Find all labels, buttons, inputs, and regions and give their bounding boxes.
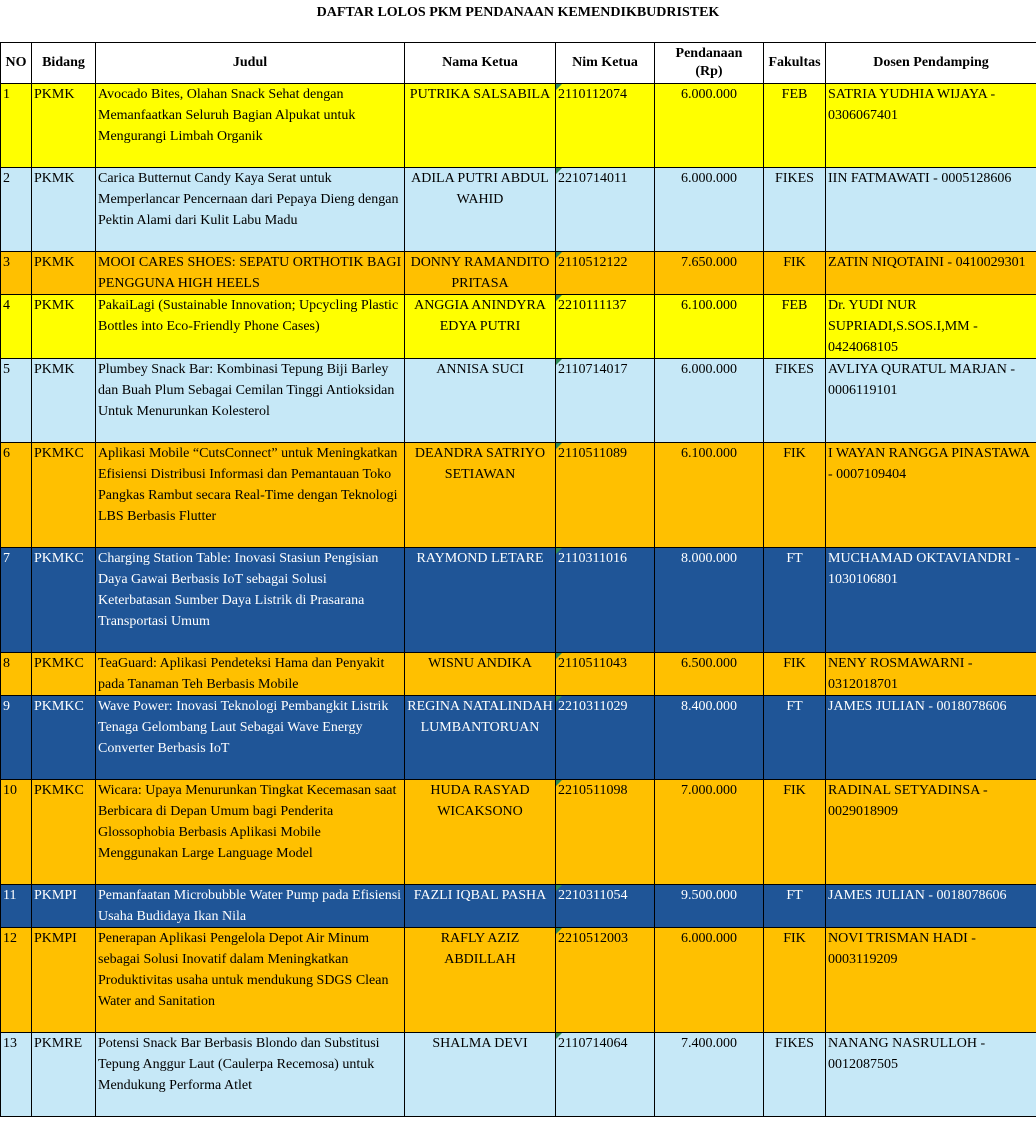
cell-pendanaan: 6.500.000 [655,653,764,696]
table-row [1,928,1036,1033]
header-nama-ketua: Nama Ketua [405,43,556,84]
cell-pendanaan: 8.400.000 [655,696,764,780]
cell-nim-ketua: 2110311016 [556,548,655,653]
table-row [1,885,1036,928]
cell-dosen-pendamping: JAMES JULIAN - 0018078606 [826,885,1036,928]
cell-bidang: PKMKC [32,653,96,696]
cell-bidang: PKMRE [32,1033,96,1117]
cell-dosen-pendamping: MUCHAMAD OKTAVIANDRI - 1030106801 [826,548,1036,653]
pkm-table [0,42,1036,1117]
cell-dosen-pendamping: NOVI TRISMAN HADI - 0003119209 [826,928,1036,1033]
cell-judul: Avocado Bites, Olahan Snack Sehat dengan Memanfaatkan Seluruh Bagian Alpukat untuk Mengurangi Limbah Organik [96,84,405,168]
header-pendanaan-line1: Pendanaan [675,46,743,61]
cell-judul: Aplikasi Mobile “CutsConnect” untuk Meningkatkan Efisiensi Distribusi Informasi dan Pemantauan Toko Pangkas Rambut secara Real-Time dengan Teknologi LBS Berbasis Flutter [96,443,405,548]
cell-dosen-pendamping: SATRIA YUDHIA WIJAYA - 0306067401 [826,84,1036,168]
cell-bidang: PKMK [32,295,96,359]
cell-no: 8 [1,653,32,696]
cell-fakultas: FT [764,548,826,653]
cell-fakultas: FIK [764,443,826,548]
cell-fakultas: FIK [764,252,826,295]
cell-fakultas: FEB [764,295,826,359]
cell-nim-ketua: 2210714011 [556,168,655,252]
cell-fakultas: FIK [764,928,826,1033]
cell-nim-ketua: 2110714064 [556,1033,655,1117]
cell-no: 7 [1,548,32,653]
cell-pendanaan: 7.400.000 [655,1033,764,1117]
cell-nama-ketua: PUTRIKA SALSABILA [405,84,556,168]
cell-bidang: PKMPI [32,885,96,928]
cell-nim-ketua: 2110112074 [556,84,655,168]
table-row [1,168,1036,252]
cell-nama-ketua: RAYMOND LETARE [405,548,556,653]
cell-dosen-pendamping: IIN FATMAWATI - 0005128606 [826,168,1036,252]
cell-no: 4 [1,295,32,359]
cell-fakultas: FEB [764,84,826,168]
cell-fakultas: FIK [764,653,826,696]
cell-judul: MOOI CARES SHOES: SEPATU ORTHOTIK BAGI PENGGUNA HIGH HEELS [96,252,405,295]
table-row [1,359,1036,443]
cell-bidang: PKMK [32,168,96,252]
cell-no: 2 [1,168,32,252]
cell-nama-ketua: WISNU ANDIKA [405,653,556,696]
cell-no: 9 [1,696,32,780]
cell-nim-ketua: 2210511098 [556,780,655,885]
cell-nama-ketua: RAFLY AZIZ ABDILLAH [405,928,556,1033]
cell-fakultas: FIKES [764,168,826,252]
cell-nim-ketua: 2210311054 [556,885,655,928]
header-fakultas: Fakultas [764,43,826,84]
cell-judul: Carica Butternut Candy Kaya Serat untuk Memperlancar Pencernaan dari Pepaya Dieng dengan Pektin Alami dari Kulit Labu Madu [96,168,405,252]
cell-bidang: PKMK [32,359,96,443]
cell-pendanaan: 6.100.000 [655,295,764,359]
cell-nama-ketua: REGINA NATALINDAH LUMBANTORUAN [405,696,556,780]
cell-nim-ketua: 2210311029 [556,696,655,780]
cell-bidang: PKMK [32,84,96,168]
cell-nama-ketua: FAZLI IQBAL PASHA [405,885,556,928]
cell-nama-ketua: ADILA PUTRI ABDUL WAHID [405,168,556,252]
table-row [1,696,1036,780]
cell-nim-ketua: 2210512003 [556,928,655,1033]
cell-fakultas: FIKES [764,1033,826,1117]
table-row [1,780,1036,885]
cell-judul: Pemanfaatan Microbubble Water Pump pada Efisiensi Usaha Budidaya Ikan Nila [96,885,405,928]
cell-nama-ketua: DONNY RAMANDITO PRITASA [405,252,556,295]
cell-nama-ketua: DEANDRA SATRIYO SETIAWAN [405,443,556,548]
cell-nim-ketua: 2110511089 [556,443,655,548]
table-row [1,1033,1036,1117]
cell-judul: TeaGuard: Aplikasi Pendeteksi Hama dan Penyakit pada Tanaman Teh Berbasis Mobile [96,653,405,696]
cell-pendanaan: 9.500.000 [655,885,764,928]
header-no: NO [1,43,32,84]
cell-nim-ketua: 2110512122 [556,252,655,295]
cell-bidang: PKMKC [32,696,96,780]
cell-dosen-pendamping: NANANG NASRULLOH - 0012087505 [826,1033,1036,1117]
header-row [1,43,1036,84]
table-row [1,548,1036,653]
cell-pendanaan: 8.000.000 [655,548,764,653]
cell-no: 3 [1,252,32,295]
header-dosen-pendamping: Dosen Pendamping [826,43,1036,84]
cell-bidang: PKMKC [32,780,96,885]
cell-judul: Penerapan Aplikasi Pengelola Depot Air Minum sebagai Solusi Inovatif dalam Meningkatkan Produktivitas usaha untuk mendukung SDGS Clean Water and Sanitation [96,928,405,1033]
cell-nama-ketua: SHALMA DEVI [405,1033,556,1117]
cell-no: 13 [1,1033,32,1117]
cell-bidang: PKMKC [32,548,96,653]
cell-no: 11 [1,885,32,928]
cell-fakultas: FT [764,696,826,780]
cell-nim-ketua: 2110714017 [556,359,655,443]
header-bidang: Bidang [32,43,96,84]
cell-pendanaan: 6.000.000 [655,359,764,443]
cell-no: 1 [1,84,32,168]
header-judul: Judul [96,43,405,84]
cell-nim-ketua: 2210111137 [556,295,655,359]
cell-nim-ketua: 2110511043 [556,653,655,696]
cell-fakultas: FIK [764,780,826,885]
cell-pendanaan: 6.100.000 [655,443,764,548]
page-title: DAFTAR LOLOS PKM PENDANAAN KEMENDIKBUDRISTEK [316,5,720,20]
cell-dosen-pendamping: Dr. YUDI NUR SUPRIADI,S.SOS.I,MM - 0424068105 [826,295,1036,359]
cell-fakultas: FT [764,885,826,928]
cell-nama-ketua: ANGGIA ANINDYRA EDYA PUTRI [405,295,556,359]
cell-no: 10 [1,780,32,885]
cell-pendanaan: 7.650.000 [655,252,764,295]
cell-no: 6 [1,443,32,548]
cell-fakultas: FIKES [764,359,826,443]
cell-dosen-pendamping: I WAYAN RANGGA PINASTAWA - 0007109404 [826,443,1036,548]
cell-pendanaan: 7.000.000 [655,780,764,885]
cell-nama-ketua: ANNISA SUCI [405,359,556,443]
header-nim-ketua: Nim Ketua [556,43,655,84]
cell-pendanaan: 6.000.000 [655,928,764,1033]
table-row [1,443,1036,548]
table-row [1,653,1036,696]
header-pendanaan [655,43,764,84]
cell-bidang: PKMKC [32,443,96,548]
cell-dosen-pendamping: JAMES JULIAN - 0018078606 [826,696,1036,780]
table-row [1,295,1036,359]
cell-judul: Plumbey Snack Bar: Kombinasi Tepung Biji Barley dan Buah Plum Sebagai Cemilan Tinggi Antioksidan Untuk Menurunkan Kolesterol [96,359,405,443]
table-row [1,84,1036,168]
cell-judul: Wicara: Upaya Menurunkan Tingkat Kecemasan saat Berbicara di Depan Umum bagi Penderita Glossophobia Berbasis Aplikasi Mobile Menggunakan Large Language Model [96,780,405,885]
cell-nama-ketua: HUDA RASYAD WICAKSONO [405,780,556,885]
cell-dosen-pendamping: ZATIN NIQOTAINI - 0410029301 [826,252,1036,295]
cell-judul: Potensi Snack Bar Berbasis Blondo dan Substitusi Tepung Anggur Laut (Caulerpa Recemosa) untuk Mendukung Performa Atlet [96,1033,405,1117]
table-row [1,252,1036,295]
cell-no: 12 [1,928,32,1033]
cell-judul: Wave Power: Inovasi Teknologi Pembangkit Listrik Tenaga Gelombang Laut Sebagai Wave Energy Converter Berbasis IoT [96,696,405,780]
header-pendanaan-line2: (Rp) [695,64,723,79]
cell-dosen-pendamping: AVLIYA QURATUL MARJAN - 0006119101 [826,359,1036,443]
cell-judul: PakaiLagi (Sustainable Innovation; Upcycling Plastic Bottles into Eco-Friendly Phone Cases) [96,295,405,359]
cell-bidang: PKMK [32,252,96,295]
cell-bidang: PKMPI [32,928,96,1033]
cell-pendanaan: 6.000.000 [655,84,764,168]
cell-dosen-pendamping: RADINAL SETYADINSA - 0029018909 [826,780,1036,885]
cell-pendanaan: 6.000.000 [655,168,764,252]
cell-no: 5 [1,359,32,443]
cell-judul: Charging Station Table: Inovasi Stasiun Pengisian Daya Gawai Berbasis IoT sebagai Solusi Keterbatasan Sumber Daya Listrik di Prasarana Transportasi Umum [96,548,405,653]
cell-dosen-pendamping: NENY ROSMAWARNI - 0312018701 [826,653,1036,696]
